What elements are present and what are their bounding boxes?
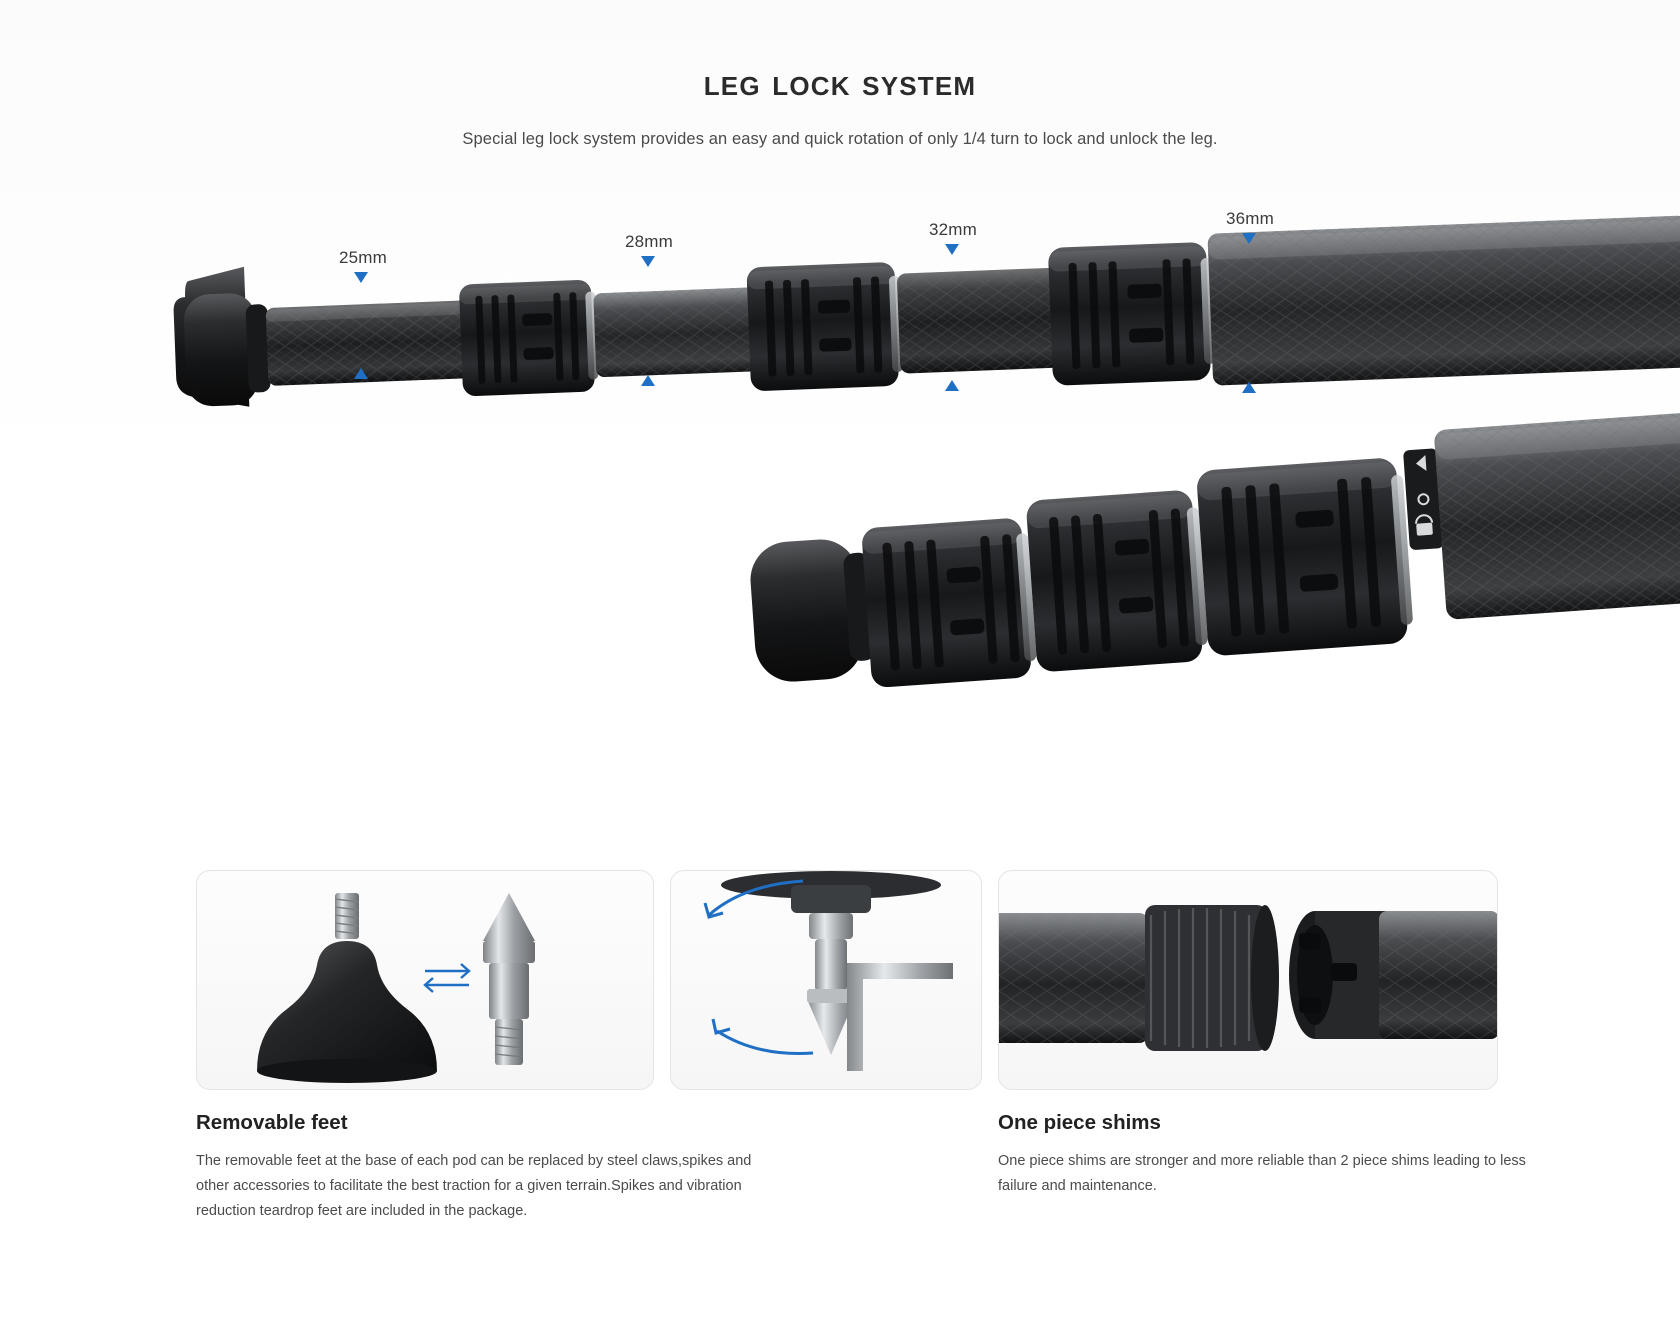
page-title: leg lock system (703, 62, 977, 103)
callout-28mm-arrow-down (641, 256, 655, 267)
callout-25mm-arrow-down (354, 272, 368, 283)
callout-36mm-arrow-up (1242, 382, 1256, 393)
callout-25mm: 25mm (339, 248, 388, 267)
callout-25mm-arrow-up (354, 368, 368, 379)
caption-text-one-piece-shims: One piece shims are stronger and more reliable than 2 piece shims leading to less failure and maintenance. (998, 1153, 1526, 1194)
one-piece-shims-graphic (999, 871, 1497, 1089)
callout-28mm: 28mm (625, 232, 674, 251)
callout-28mm-arrow-up (641, 375, 655, 386)
removable-feet-graphic (197, 871, 653, 1089)
caption-title-removable-feet: Removable feet (196, 1111, 348, 1134)
page-header (0, 62, 1680, 149)
removable-feet-photo (196, 870, 654, 1090)
tripod-legs-graphic (0, 190, 1680, 800)
feature-cards (196, 870, 1496, 1095)
caption-text-removable-feet: The removable feet at the base of each pod can be replaced by steel claws,spikes and other accessories to facilitate the best traction for a given terrain.Spikes and vibration reduction teardrop feet are included in the package. (196, 1153, 752, 1219)
page-subtitle: Special leg lock system provides an easy and quick rotation of only 1/4 turn to lock and unlock the leg. (462, 130, 1218, 148)
callout-32mm: 32mm (929, 220, 978, 239)
one-piece-shims-photo (998, 870, 1498, 1090)
features-section (196, 870, 1526, 1251)
callout-36mm: 36mm (1226, 209, 1275, 228)
callout-36mm-arrow-down (1242, 233, 1256, 244)
feature-captions (196, 1111, 1526, 1251)
caption-removable-feet (196, 1111, 756, 1224)
hex-key-graphic (671, 871, 981, 1089)
hex-key-spike-photo (670, 870, 982, 1090)
caption-title-one-piece-shims: One piece shims (998, 1111, 1161, 1134)
leg-lock-illustration (0, 190, 1680, 800)
callout-32mm-arrow-up (945, 380, 959, 391)
callout-32mm-arrow-down (945, 244, 959, 255)
caption-one-piece-shims (998, 1111, 1558, 1199)
